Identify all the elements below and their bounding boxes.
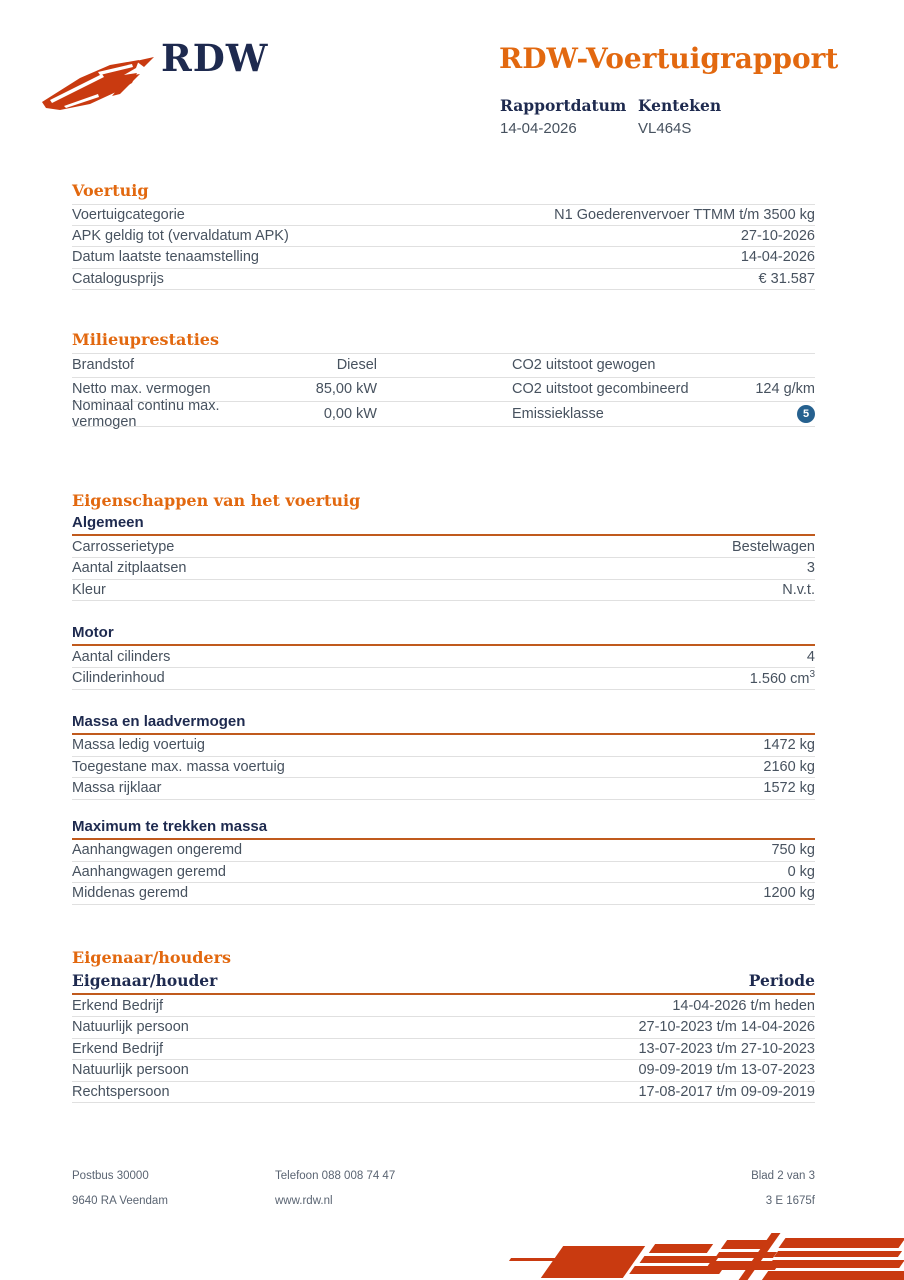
table-row — [72, 1017, 815, 1039]
rdw-flag-logo-icon — [40, 52, 160, 116]
row-label: Kleur — [72, 581, 106, 598]
row-label: CO2 uitstoot gewogen — [512, 357, 656, 374]
row-value: Bestelwagen — [731, 538, 815, 555]
row-value: 0,00 kW — [323, 405, 377, 422]
row-value: N1 Goederenvervoer TTMM t/m 3500 kg — [554, 206, 815, 223]
table-row — [72, 580, 815, 602]
rdw-logo-text: RDW — [161, 36, 269, 80]
table-row — [72, 204, 815, 226]
owner-table-header — [72, 971, 815, 995]
row-label: Erkend Bedrijf — [72, 1040, 164, 1057]
table-row — [72, 757, 815, 779]
table-row — [72, 646, 815, 668]
license-plate-label: Kenteken — [638, 96, 722, 115]
subsection-massa-title: Massa en laadvermogen — [72, 713, 815, 735]
table-row — [72, 862, 815, 884]
emission-class-badge: 5 — [797, 405, 815, 423]
subsection-algemeen-title: Algemeen — [72, 514, 815, 536]
row-label: Massa rijklaar — [72, 780, 162, 797]
row-value: 4 — [806, 648, 815, 665]
section-eigenschappen-title: Eigenschappen van het voertuig — [72, 491, 361, 510]
row-value: 124 g/km — [755, 381, 815, 398]
row-label: Nominaal continu max. vermogen — [72, 397, 220, 430]
row-label: Voertuigcategorie — [72, 206, 185, 223]
table-row — [72, 226, 815, 248]
row-value: 27-10-2026 — [740, 227, 815, 244]
table-row — [72, 247, 815, 269]
table-row — [72, 269, 815, 291]
table-row — [72, 558, 815, 580]
table-row — [72, 778, 815, 800]
footer-doc-code: 3 E 1675f — [765, 1195, 815, 1207]
license-plate-value: VL464S — [638, 120, 692, 137]
footer-page-info: Blad 2 van 3 — [751, 1170, 815, 1182]
row-value: 14-04-2026 — [740, 249, 815, 266]
row-value: 13-07-2023 t/m 27-10-2023 — [638, 1040, 815, 1057]
row-label: Aanhangwagen ongeremd — [72, 842, 243, 858]
row-value: € 31.587 — [758, 270, 815, 287]
row-value: 09-09-2019 t/m 13-07-2023 — [638, 1062, 815, 1079]
table-row — [72, 668, 815, 690]
page-title: RDW-Voertuigrapport — [499, 42, 839, 75]
row-label: Datum laatste tenaamstelling — [72, 249, 259, 266]
row-label: CO2 uitstoot gecombineerd — [512, 381, 689, 398]
page-footer — [72, 1170, 815, 1220]
row-value — [727, 405, 815, 423]
table-row — [72, 883, 815, 905]
report-date-value: 14-04-2026 — [500, 120, 577, 137]
footer-address-line2: 9640 RA Veendam — [72, 1195, 168, 1207]
row-label: Aantal cilinders — [72, 648, 171, 665]
row-label: Erkend Bedrijf — [72, 997, 164, 1014]
row-label: Cilinderinhoud — [72, 670, 165, 687]
table-row — [72, 353, 815, 378]
subsection-trekken-title: Maximum te trekken massa — [72, 818, 815, 840]
row-label: Toegestane max. massa voertuig — [72, 758, 285, 775]
row-value: 1472 kg — [763, 737, 815, 753]
row-label: APK geldig tot (vervaldatum APK) — [72, 227, 289, 244]
row-label: Carrosserietype — [72, 538, 175, 555]
row-label: Aanhangwagen geremd — [72, 863, 226, 880]
report-date-block — [500, 96, 626, 137]
section-eigenschappen — [72, 491, 815, 905]
row-label: Natuurlijk persoon — [72, 1062, 189, 1079]
row-value: Diesel — [336, 357, 377, 374]
row-value: 27-10-2023 t/m 14-04-2026 — [638, 1019, 815, 1036]
row-label: Middenas geremd — [72, 885, 189, 902]
section-milieuprestaties-title: Milieuprestaties — [72, 330, 219, 349]
footer-website: www.rdw.nl — [275, 1195, 333, 1207]
row-label: Brandstof — [72, 357, 135, 374]
section-eigenaar-title: Eigenaar/houders — [72, 948, 232, 967]
table-row — [72, 397, 815, 430]
table-row — [72, 840, 815, 862]
footer-address-line1: Postbus 30000 — [72, 1170, 149, 1182]
row-label: Massa ledig voertuig — [72, 737, 205, 753]
row-label: Aantal zitplaatsen — [72, 560, 187, 577]
column-header-period: Periode — [748, 971, 815, 990]
row-label: Natuurlijk persoon — [72, 1019, 189, 1036]
license-plate-block — [638, 96, 721, 137]
row-value: 2160 kg — [763, 758, 815, 775]
table-row — [72, 1039, 815, 1061]
column-header-owner: Eigenaar/houder — [72, 971, 218, 990]
row-value: 85,00 kW — [315, 381, 377, 398]
superscript: 3 — [809, 669, 815, 681]
row-label: Emissieklasse — [512, 405, 604, 422]
table-row — [72, 735, 815, 757]
section-milieuprestaties — [72, 330, 815, 430]
row-value: 1.560 $cm^3$ — [749, 669, 815, 688]
table-row — [72, 995, 815, 1017]
footer-phone: Telefoon 088 008 74 47 — [275, 1170, 396, 1182]
row-value: 17-08-2017 t/m 09-09-2019 — [638, 1083, 815, 1100]
section-eigenaar — [72, 948, 815, 1103]
row-label: Catalogusprijs — [72, 270, 164, 287]
row-value: 750 kg — [771, 842, 815, 858]
row-value: 3 — [806, 560, 815, 577]
table-row — [72, 1060, 815, 1082]
row-value: 14-04-2026 t/m heden — [672, 997, 815, 1014]
row-value: 1572 kg — [763, 780, 815, 797]
speed-stripes-graphic-icon — [490, 1228, 904, 1280]
section-voertuig-title: Voertuig — [72, 181, 149, 200]
row-value: N.v.t. — [782, 581, 815, 598]
table-row — [72, 536, 815, 558]
subsection-motor-title: Motor — [72, 624, 815, 646]
row-label: Netto max. vermogen — [72, 381, 211, 398]
row-value: 1200 kg — [763, 885, 815, 902]
table-row — [72, 1082, 815, 1104]
row-value: 0 kg — [787, 863, 815, 880]
report-date-label: Rapportdatum — [500, 96, 627, 115]
section-voertuig — [72, 181, 815, 290]
row-label: Rechtspersoon — [72, 1083, 170, 1100]
